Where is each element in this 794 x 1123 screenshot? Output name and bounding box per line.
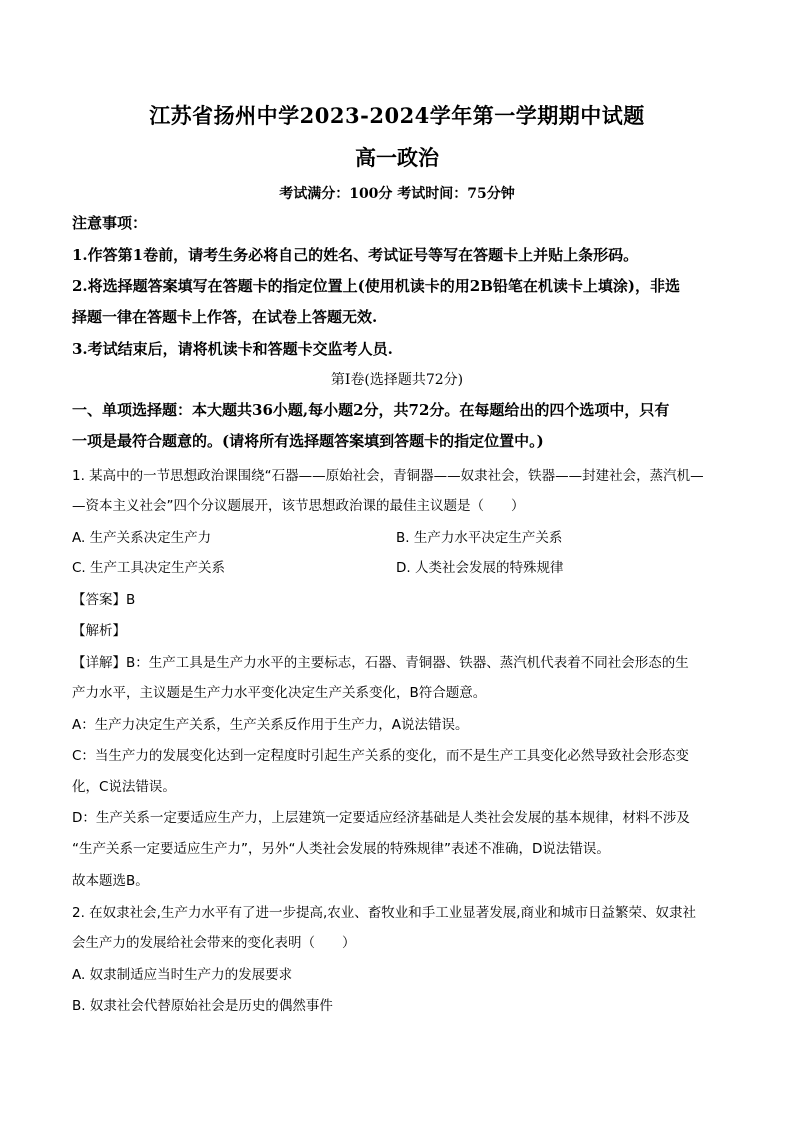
- q1-detail-d-line-2: “生产关系一定要适应生产力”，另外“人类社会发展的特殊规律”表述不准确，D说法错误。: [72, 841, 610, 857]
- q1-option-c: C. 生产工具决定生产关系: [72, 560, 226, 576]
- section-instructions-line-2: 一项是最符合题意的。(请将所有选择题答案填到答题卡的指定位置中。): [72, 432, 544, 450]
- q1-option-a: A. 生产关系决定生产力: [72, 530, 212, 546]
- q1-option-b: B. 生产力水平决定生产关系: [396, 530, 563, 546]
- notice-item-3: 3.考试结束后，请将机读卡和答题卡交监考人员.: [72, 340, 393, 358]
- q1-stem-line-2: —资本主义社会”四个分议题展开，该节思想政治课的最佳主议题是（ ）: [72, 498, 525, 514]
- exam-title: 江苏省扬州中学2023-2024学年第一学期期中试题: [149, 103, 645, 128]
- notice-item-1: 1.作答第1卷前，请考生务必将自己的姓名、考试证号等写在答题卡上并贴上条形码。: [72, 246, 639, 264]
- q1-detail-line-2: 产力水平，主议题是生产力水平变化决定生产关系变化，B符合题意。: [72, 685, 487, 701]
- notice-item-2-line-1: 2.将选择题答案填写在答题卡的指定位置上(使用机读卡的用2B铅笔在机读卡上填涂)，非选: [72, 277, 680, 295]
- q2-option-b: B. 奴隶社会代替原始社会是历史的偶然事件: [72, 998, 333, 1014]
- q2-stem-line-2: 会生产力的发展给社会带来的变化表明（ ）: [72, 935, 356, 951]
- q1-answer: 【答案】B: [72, 592, 136, 608]
- q1-detail-c-line-2: 化，C说法错误。: [72, 779, 176, 795]
- section-heading: 第Ⅰ卷(选择题共72分): [330, 372, 464, 388]
- notice-heading: 注意事项：: [72, 214, 148, 232]
- exam-subject: 高一政治: [355, 145, 439, 170]
- q1-analysis-label: 【解析】: [72, 623, 126, 639]
- q1-detail-line-1: 【详解】B：生产工具是生产力水平的主要标志，石器、青铜器、铁器、蒸汽机代表着不同社会形态的生: [72, 655, 689, 671]
- notice-item-2-line-2: 择题一律在答题卡上作答，在试卷上答题无效.: [72, 308, 378, 326]
- section-instructions-line-1: 一、单项选择题：本大题共36小题,每小题2分，共72分。在每题给出的四个选项中，只有: [72, 401, 670, 419]
- q2-option-a: A. 奴隶制适应当时生产力的发展要求: [72, 967, 293, 983]
- q1-conclusion: 故本题选B。: [72, 873, 149, 889]
- q1-detail-d-line-1: D：生产关系一定要适应生产力，上层建筑一定要适应经济基础是人类社会发展的基本规律，材料不涉及: [72, 810, 690, 826]
- q1-option-d: D. 人类社会发展的特殊规律: [396, 560, 564, 576]
- exam-info: 考试满分：100分 考试时间：75分钟: [279, 186, 515, 202]
- q2-stem-line-1: 2. 在奴隶社会,生产力水平有了进一步提高,农业、畜牧业和手工业显著发展,商业和城市日益繁荣、奴隶社: [72, 905, 697, 921]
- q1-detail-a: A：生产力决定生产关系，生产关系反作用于生产力，A说法错误。: [72, 717, 469, 733]
- q1-stem-line-1: 1. 某高中的一节思想政治课围绕“石器——原始社会，青铜器——奴隶社会，铁器——封建社会，蒸汽机—: [72, 468, 704, 484]
- q1-detail-c-line-1: C：当生产力的发展变化达到一定程度时引起生产关系的变化，而不是生产工具变化必然导致社会形态变: [72, 748, 689, 764]
